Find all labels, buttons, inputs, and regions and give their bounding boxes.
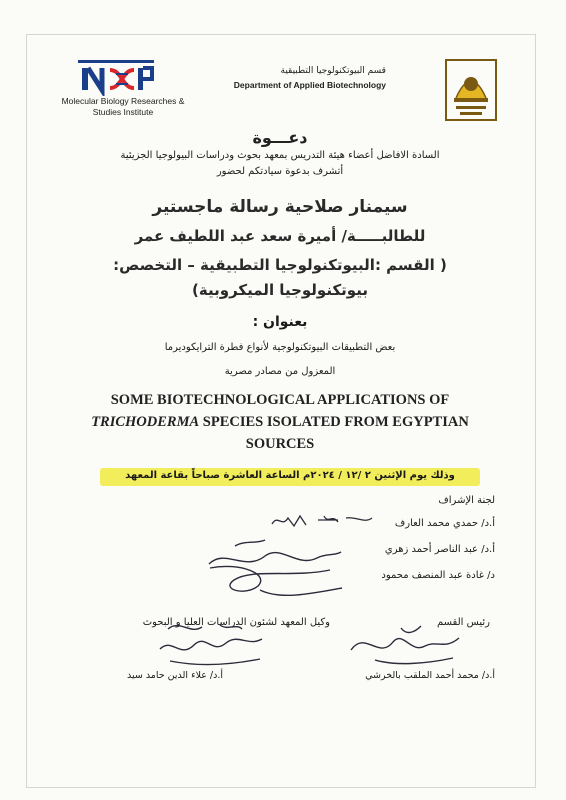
addressee-line: السادة الافاضل أعضاء هيئة التدريس بمعهد بحوث ودراسات البيولوجيا الجزيئية	[120, 150, 440, 161]
signature-member-1	[268, 510, 378, 532]
student-name: للطالبـــــة/ أميرة سعد عبد اللطيف عمر	[134, 227, 426, 245]
seminar-title: سيمنار صلاحية رسالة ماجستير	[152, 197, 408, 217]
department-head-title: رئيس القسم	[436, 617, 490, 628]
committee-heading: لجنة الإشراف	[438, 495, 495, 506]
committee-member: د/ غادة عبد المنصف محمود	[381, 570, 495, 581]
committee-member: أ.د/ حمدي محمد العارف	[394, 518, 495, 529]
signature-vice-dean	[150, 615, 270, 670]
institute-name-en: Molecular Biology Researches & Studies Institute	[61, 96, 185, 117]
thesis-title-en-2	[40, 414, 520, 431]
department-name-en: Department of Applied Biotechnology	[233, 80, 386, 90]
invitation-title: دعـــوة	[252, 128, 308, 147]
invite-line: أتشرف بدعوة سيادتكم لحضور	[216, 166, 344, 177]
thesis-title-ar-1: بعض التطبيقات البيوتكنولوجية لأنواع فطرة الترايكوديرما	[164, 342, 396, 353]
signature-department-head	[345, 620, 465, 670]
thesis-title-en-1: SOME BIOTECHNOLOGICAL APPLICATIONS OF	[110, 392, 450, 408]
vice-dean-title: وكيل المعهد لشئون الدراسات العليا و البحوث	[142, 617, 330, 628]
signature-member-3	[200, 560, 350, 605]
thesis-title-ar-2: المعزول من مصادر مصرية	[224, 366, 336, 377]
institute-logo-icon	[72, 56, 160, 96]
thesis-title-en-3: SOURCES	[245, 436, 315, 452]
genus-name: TRICHODERMA	[91, 414, 200, 430]
department-name-ar: قسم البيوتكنولوجيا التطبيقية	[280, 66, 386, 76]
vice-dean-name: أ.د/ علاء الدين حامد سيد	[126, 670, 224, 681]
department-line: ( القسم :البيوتكنولوجيا التطبيقية – التخصص:	[113, 256, 447, 274]
specialization-line: بيوتكنولوجيا الميكروبية)	[192, 281, 368, 299]
thesis-title-en-2-rest: SPECIES ISOLATED FROM EGYPTIAN	[199, 414, 469, 430]
committee-member: أ.د/ عبد الناصر أحمد زهري	[384, 544, 495, 555]
seminar-date: وذلك يوم الإثنين ٢ /١٢ / ٢٠٢٤م الساعة العاشرة صباحاً بقاعة المعهد	[125, 470, 455, 481]
department-head-name: أ.د/ محمد أحمد الملقب بالخرشي	[365, 670, 495, 681]
titled-label: بعنوان :	[252, 314, 308, 330]
university-logo-icon	[442, 58, 500, 122]
